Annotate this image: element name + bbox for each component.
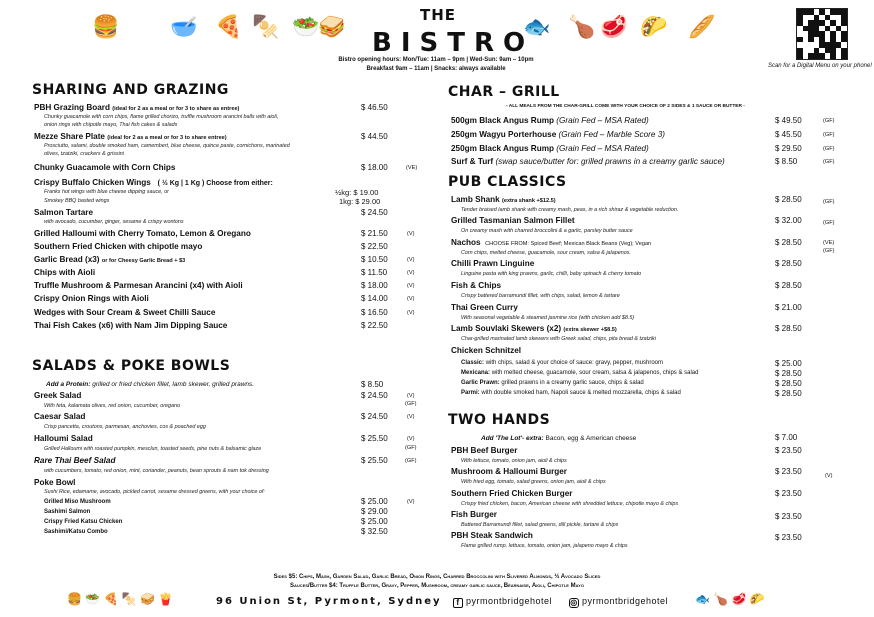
burger-doodle-icon: 🍔 xyxy=(92,14,120,39)
item-price: $ 32.00 xyxy=(775,216,802,225)
food-doodle-icon: 🐟 🍗 🥩 🌮 xyxy=(695,592,765,606)
item-price: $ 28.50 xyxy=(775,195,802,204)
diet-tag: (GF) xyxy=(823,146,835,152)
item-desc: Prosciutto, salami, double smoked ham, camembert, blue cheese, quince paste, cornichons, marinated xyxy=(44,143,290,149)
wings-full-price: 1kg: $ 29.00 xyxy=(339,197,381,206)
item-name: Crispy Buffalo Chicken Wings xyxy=(34,178,151,187)
item-price: $ 25.50 xyxy=(361,434,388,443)
the-lot-note: Add 'The Lot'- extra: Bacon, egg & American cheese xyxy=(481,435,637,442)
menu-item: PBH Steak Sandwich xyxy=(451,531,533,540)
sandwich-doodle-icon: 🥪 xyxy=(318,14,346,39)
char-section-title: CHAR – GRILL xyxy=(448,84,560,100)
menu-item: Crispy Onion Rings with Aioli xyxy=(34,294,149,303)
menu-item: Salmon Tartare xyxy=(34,208,93,217)
item-price: $ 23.50 xyxy=(775,446,802,455)
item-price: $ 25.00 xyxy=(775,359,802,368)
pizza-doodle-icon: 🍕 xyxy=(215,14,243,39)
item-desc: Battered Barramundi fillet, salad greens, dill pickle, tartare & chips xyxy=(461,522,619,528)
menu-item: Southern Fried Chicken Burger xyxy=(451,489,573,498)
diet-tag: (V) xyxy=(407,310,415,316)
menu-item: Truffle Mushroom & Parmesan Arancini (x4) with Aioli xyxy=(34,281,243,290)
menu-item: Halloumi Salad xyxy=(34,434,93,443)
item-price: $ 32.50 xyxy=(361,527,388,536)
item-price: $ 21.50 xyxy=(361,229,388,238)
diet-tag: (V) xyxy=(407,436,415,442)
item-name: Garlic Bread (x3) xyxy=(34,255,100,264)
item-price: $ 28.50 xyxy=(775,324,802,333)
menu-item: Caesar Salad xyxy=(34,412,86,421)
qr-module xyxy=(841,53,847,59)
item-price: $ 24.50 xyxy=(361,208,388,217)
item-desc: With fried egg, tomato, salad greens, onion jam, aioli & chips xyxy=(461,479,606,485)
instagram-link[interactable]: ◎ pyrmontbridgehotel xyxy=(570,596,669,607)
item-desc: onion rings with chipotle mayo, Thai fish cakes & salads xyxy=(44,122,178,128)
taco-doodle-icon: 🌮 xyxy=(640,14,668,39)
item-price: $ 16.50 xyxy=(361,308,388,317)
menu-item: Wedges with Sour Cream & Sweet Chilli Sauce xyxy=(34,308,216,317)
item-desc: With lettuce, tomato, onion jam, aioli & chips xyxy=(461,458,567,464)
item-name: PBH Grazing Board xyxy=(34,103,110,112)
item-price: $ 10.50 xyxy=(361,255,388,264)
item-price: $ 8.50 xyxy=(775,157,798,166)
item-desc: with avocado, cucumber, ginger, sesame & crispy wontons xyxy=(44,219,184,225)
the-lot-price: $ 7.00 xyxy=(775,433,798,442)
item-price: $ 22.50 xyxy=(361,321,388,330)
item-price: $ 29.50 xyxy=(775,144,802,153)
diet-tag: (GF) xyxy=(823,118,835,124)
menu-item: Thai Fish Cakes (x6) with Nam Jim Dipping Sauce xyxy=(34,321,228,330)
item-price: $ 23.50 xyxy=(775,489,802,498)
item-desc: Tender braised lamb shank with creamy mash, peas, in a rich shiraz & vegetable reduction. xyxy=(461,207,679,213)
title-bistro: BISTRO xyxy=(372,28,535,58)
item-price: $ 46.50 xyxy=(361,103,388,112)
menu-item: PBH Beef Burger xyxy=(451,446,518,455)
item-desc: With seasonal vegetable & steamed jasmine rice (with chicken add $8.5) xyxy=(461,315,635,321)
protein-price: $ 8.50 xyxy=(361,380,384,389)
item-price: $ 28.50 xyxy=(775,389,802,398)
poke-option: Sashimi/Katsu Combo xyxy=(44,529,108,535)
item-price: $ 22.50 xyxy=(361,242,388,251)
menu-item: Chicken Schnitzel xyxy=(451,346,522,355)
menu-item: Surf & Turf (swap sauce/butter for: grilled prawns in a creamy garlic sauce) xyxy=(451,157,725,166)
item-price: $ 21.00 xyxy=(775,303,802,312)
diet-tag: (V) xyxy=(407,296,415,302)
diet-tag: (V) xyxy=(407,499,415,505)
item-price: $ 28.50 xyxy=(775,281,802,290)
diet-tag: (GF) xyxy=(405,401,417,407)
item-price: $ 28.50 xyxy=(775,238,802,247)
item-desc: Grilled Halloumi with roasted pumpkin, mesclun, toasted seeds, pine nuts & balsamic glaze xyxy=(44,446,262,452)
menu-item: Lamb Souvlaki Skewers (x2) (extra skewer +$8.5) xyxy=(451,324,617,333)
item-price: $ 28.50 xyxy=(775,369,802,378)
sides-line: Sides $5: Chips, Mash, Garden Salad, Garlic Bread, Onion Rings, Charred Broccolini with Slivered Almonds, ½ Avocado Sliced xyxy=(273,574,601,580)
menu-item: Chilli Prawn Linguine xyxy=(451,259,535,268)
menu-item: 250gm Black Angus Rump (Grain Fed – MSA Rated) xyxy=(451,144,649,153)
item-price: $ 18.00 xyxy=(361,281,388,290)
schnitzel-option: Classic: with chips, salad & your choice of sauce: gravy, pepper, mushroom xyxy=(461,360,663,366)
item-price: $ 23.50 xyxy=(775,467,802,476)
item-price: $ 11.50 xyxy=(361,268,388,277)
diet-tag: (GF) xyxy=(823,220,835,226)
menu-item: Nachos CHOOSE FROM: Spiced Beef; Mexican Black Beans (Veg); Vegan xyxy=(451,238,652,247)
item-price: $ 23.50 xyxy=(775,512,802,521)
menu-item: Grilled Halloumi with Cherry Tomato, Lemon & Oregano xyxy=(34,229,251,238)
item-desc: Crisp pancetta, croutons, parmesan, anchovies, cos & poached egg xyxy=(44,424,206,430)
menu-item: Fish Burger xyxy=(451,510,497,519)
item-desc: Smokey BBQ basted wings xyxy=(44,198,110,204)
diet-tag: (VE) xyxy=(823,240,835,246)
menu-item: Mushroom & Halloumi Burger xyxy=(451,467,567,476)
menu-item: Grilled Tasmanian Salmon Fillet xyxy=(451,216,575,225)
menu-item: Rare Thai Beef Salad xyxy=(34,456,116,465)
diet-tag: (GF) xyxy=(405,458,417,464)
item-price: $ 28.50 xyxy=(775,259,802,268)
skewer-doodle-icon: 🍢 xyxy=(252,14,280,39)
item-price: $ 25.00 xyxy=(361,517,388,526)
item-price: $ 24.50 xyxy=(361,412,388,421)
menu-item: Poke Bowl xyxy=(34,478,76,487)
breakfast-hours: Breakfast 9am – 11am | Snacks: always available xyxy=(366,66,506,72)
item-desc: On creamy mash with charred broccolini & a garlic, parsley butter sauce xyxy=(461,228,633,234)
item-price: $ 25.50 xyxy=(361,456,388,465)
diet-tag: (GF) xyxy=(823,248,835,254)
diet-tag: (V) xyxy=(407,283,415,289)
diet-tag: (GF) xyxy=(823,132,835,138)
diet-tag: (V) xyxy=(407,393,415,399)
address: 96 Union St, Pyrmont, Sydney xyxy=(216,596,442,607)
item-price: $ 49.50 xyxy=(775,116,802,125)
menu-item: Garlic Bread (x3) or for Cheesy Garlic Bread + $3 xyxy=(34,255,186,264)
menu-item: 250gm Wagyu Porterhouse (Grain Fed – Marble Score 3) xyxy=(451,130,666,139)
poke-option: Crispy Fried Katsu Chicken xyxy=(44,519,123,525)
diet-tag: (V) xyxy=(407,231,415,237)
item-desc: Sushi Rice, edamame, avocado, pickled carrot, sesame dressed greens, with your choice of: xyxy=(44,489,265,495)
item-price: $ 44.50 xyxy=(361,132,388,141)
schnitzel-option: Parmi: with double smoked ham, Napoli sauce & melted mozzarella, chips & salad xyxy=(461,390,681,396)
bowl-doodle-icon: 🥣 xyxy=(170,14,198,39)
item-price: $ 28.50 xyxy=(775,379,802,388)
title-the: THE xyxy=(420,6,457,24)
schnitzel-option: Mexicana: with melted cheese, guacamole, sour cream, salsa & jalapenos, chips & salad xyxy=(461,370,699,376)
item-desc: Char-grilled marinated lamb skewers with Greek salad, chips, pita bread & tzatziki xyxy=(461,336,656,342)
item-desc: With feta, kalamata olives, red onion, cucumber, oregano xyxy=(44,403,180,409)
qr-code[interactable] xyxy=(796,8,848,60)
item-desc: Corn chips, melted cheese, guacamole, sour cream, salsa & jalapenos. xyxy=(461,250,631,256)
item-desc: olives, tzatziki, crackers & grissini xyxy=(44,151,124,157)
menu-item: Lamb Shank (extra shank +$12.5) xyxy=(451,195,556,204)
item-desc: Crispy battered barramundi fillet, with chips, salad, lemon & tartare xyxy=(461,293,620,299)
schnitzel-option: Garlic Prawn: grilled prawns in a creamy garlic sauce, chips & salad xyxy=(461,380,644,386)
two-hands-section-title: TWO HANDS xyxy=(448,412,551,428)
qr-label: Scan for a Digital Menu on your phone! xyxy=(767,63,872,69)
diet-tag: (VE) xyxy=(406,165,418,171)
bread-doodle-icon: 🥖 xyxy=(688,14,716,39)
diet-tag: (V) xyxy=(825,473,833,479)
item-price: $ 18.00 xyxy=(361,163,388,172)
item-desc: Flame grilled rump, lettuce, tomato, onion jam, jalapeno mayo & chips xyxy=(461,543,628,549)
menu-item: Crispy Buffalo Chicken Wings ( ½ Kg | 1 Kg ) Choose from either: xyxy=(34,178,273,187)
item-price: $ 25.00 xyxy=(361,497,388,506)
fish-doodle-icon: 🐟 xyxy=(523,14,551,39)
menu-item: Southern Fried Chicken with chipotle mayo xyxy=(34,242,203,251)
facebook-link[interactable]: f pyrmontbridgehotel xyxy=(453,596,552,608)
poke-option: Grilled Miso Mushroom xyxy=(44,499,111,505)
diet-tag: (V) xyxy=(407,414,415,420)
menu-item: Greek Salad xyxy=(34,391,82,400)
diet-tag: (V) xyxy=(407,257,415,263)
food-doodle-icon: 🍔 🥗 🍕 🍢 🥪 🍟 xyxy=(67,592,174,606)
item-desc: Linguine pasta with king prawns, garlic, chilli, baby spinach & cherry tomato xyxy=(461,271,642,277)
sauces-line: Sauces/Butter $4: Truffle Butter, Gravy, Pepper, Mushroom, creamy garlic sauce, Béarnaise, Aioli, Chipotle Mayo xyxy=(290,583,584,589)
item-price: $ 45.50 xyxy=(775,130,802,139)
menu-item: Mezze Share Plate (ideal for 2 as a meal or for 3 to share entree) xyxy=(34,132,227,141)
menu-item: Fish & Chips xyxy=(451,281,502,290)
diet-tag: (V) xyxy=(407,270,415,276)
char-subtitle: - ALL MEALS FROM THE CHAR-GRILL COME WITH YOUR CHOICE OF 2 SIDES & 1 SAUCE OR BUTTER - xyxy=(506,104,745,109)
menu-item: Chunky Guacamole with Corn Chips xyxy=(34,163,176,172)
instagram-icon: ◎ xyxy=(570,598,578,607)
protein-note: Add a Protein: grilled or fried chicken fillet, lamb skewer, grilled prawns. xyxy=(46,381,255,388)
item-desc: Chunky guacamole with corn chips, flame grilled chorizo, truffle mushroom arancini balls with aioli, xyxy=(44,114,279,120)
steak-doodle-icon: 🥩 xyxy=(600,14,628,39)
diet-tag: (GF) xyxy=(405,445,417,451)
item-price: $ 24.50 xyxy=(361,391,388,400)
item-price: $ 23.50 xyxy=(775,533,802,542)
poke-option: Sashimi Salmon xyxy=(44,509,91,515)
salads-section-title: SALADS & POKE BOWLS xyxy=(32,358,231,374)
facebook-icon: f xyxy=(453,598,463,608)
menu-item: Chips with Aioli xyxy=(34,268,96,277)
salad-doodle-icon: 🥗 xyxy=(292,14,320,39)
item-name: Mezze Share Plate xyxy=(34,132,105,141)
pub-section-title: PUB CLASSICS xyxy=(448,174,567,190)
item-desc: Franks hot wings with blue cheese dipping sauce, or xyxy=(44,189,169,195)
menu-item: PBH Grazing Board (ideal for 2 as a meal or for 3 to share as entree) xyxy=(34,103,240,112)
menu-item: 500gm Black Angus Rump (Grain Fed – MSA Rated) xyxy=(451,116,649,125)
sharing-section-title: SHARING AND GRAZING xyxy=(32,82,229,98)
menu-item: Thai Green Curry xyxy=(451,303,518,312)
item-desc: Crispy fried chicken, bacon, American cheese with shredded lettuce, chipotle mayo & chips xyxy=(461,501,679,507)
item-price: $ 29.00 xyxy=(361,507,388,516)
item-desc: with cucumbers, tomato, red onion, mint, coriander, peanuts, bean sprouts & nam tok dressing xyxy=(44,468,269,474)
opening-hours: Bistro opening hours: Mon/Tue: 11am – 9pm | Wed-Sun: 9am – 10pm xyxy=(338,57,534,63)
diet-tag: (GF) xyxy=(823,159,835,165)
chicken-doodle-icon: 🍗 xyxy=(568,14,596,39)
diet-tag: (GF) xyxy=(823,199,835,205)
item-price: $ 14.00 xyxy=(361,294,388,303)
wings-half-price: ½kg: $ 19.00 xyxy=(335,188,379,197)
